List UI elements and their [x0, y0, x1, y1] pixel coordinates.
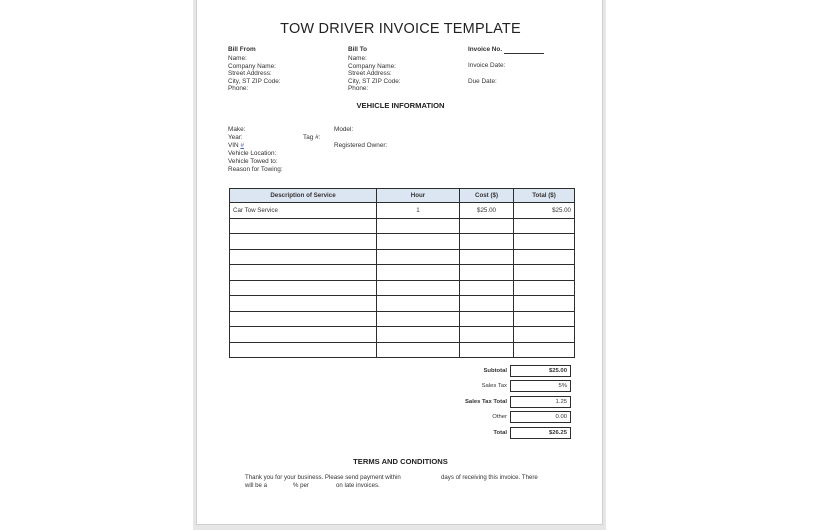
sales-tax-value[interactable]: 5%: [510, 380, 571, 392]
invoice-title: TOW DRIVER INVOICE TEMPLATE: [280, 21, 521, 37]
cell-description[interactable]: [230, 342, 377, 358]
cell-cost[interactable]: [460, 249, 514, 265]
table-row[interactable]: [230, 311, 575, 327]
table-row[interactable]: [230, 234, 575, 250]
cell-description[interactable]: [230, 249, 377, 265]
terms-part1: Thank you for your business. Please send payment within: [245, 474, 401, 481]
bill-from-heading: Bill From: [228, 46, 256, 53]
subtotal-value[interactable]: $25.00: [510, 365, 571, 377]
cell-hour[interactable]: [377, 218, 460, 234]
subtotal-row: [452, 363, 571, 379]
cell-hour[interactable]: [377, 296, 460, 312]
cell-hour[interactable]: [377, 249, 460, 265]
cell-hour[interactable]: [377, 327, 460, 343]
table-row[interactable]: [230, 203, 575, 219]
cell-description[interactable]: [230, 280, 377, 296]
bill-from-name: Name:: [228, 55, 247, 63]
service-table-header: [230, 189, 575, 203]
invoice-date-label: Invoice Date:: [468, 62, 506, 70]
cell-cost[interactable]: [460, 327, 514, 343]
table-row[interactable]: [230, 280, 575, 296]
table-row[interactable]: [230, 342, 575, 358]
bill-from-block: [228, 46, 281, 93]
terms-heading: TERMS AND CONDITIONS: [353, 457, 448, 466]
invoice-number-label: Invoice No.: [468, 46, 503, 53]
cell-hour[interactable]: 1: [377, 203, 460, 219]
cell-hour[interactable]: [377, 265, 460, 281]
cell-description[interactable]: Car Tow Service: [230, 203, 377, 219]
cell-cost[interactable]: [460, 342, 514, 358]
bill-from-city: City, ST ZIP Code:: [228, 77, 281, 85]
cell-description[interactable]: [230, 218, 377, 234]
cell-cost[interactable]: [460, 218, 514, 234]
totals-block: [452, 363, 571, 441]
vehicle-model: Model:: [334, 126, 354, 133]
cell-description[interactable]: [230, 327, 377, 343]
total-label: Total: [493, 429, 507, 436]
vehicle-towed-to: Vehicle Towed to:: [228, 157, 278, 165]
cell-description[interactable]: [230, 311, 377, 327]
cell-total[interactable]: [514, 249, 575, 265]
bill-to-phone: Phone:: [348, 85, 369, 93]
vehicle-year: Year:: [228, 133, 243, 141]
cell-total[interactable]: [514, 311, 575, 327]
cell-cost[interactable]: [460, 296, 514, 312]
cell-description[interactable]: [230, 296, 377, 312]
service-table: [229, 188, 575, 358]
sales-tax-total-value[interactable]: 1.25: [510, 396, 571, 408]
cell-description[interactable]: [230, 265, 377, 281]
towing-reason: Reason for Towing:: [228, 165, 283, 173]
cell-total[interactable]: [514, 327, 575, 343]
invoice-info-block: [468, 46, 544, 86]
terms-part4: % per: [293, 482, 309, 489]
table-row[interactable]: [230, 249, 575, 265]
cell-total[interactable]: [514, 234, 575, 250]
invoice-number-blank[interactable]: [504, 47, 544, 54]
cell-total[interactable]: [514, 342, 575, 358]
vehicle-tag: Tag #:: [303, 134, 321, 141]
vin-label: VIN: [228, 141, 239, 149]
sales-tax-total-row: [452, 394, 571, 410]
table-row[interactable]: [230, 218, 575, 234]
cell-total[interactable]: $25.00: [514, 203, 575, 219]
sales-tax-total-label: Sales Tax Total: [464, 398, 507, 405]
table-row[interactable]: [230, 327, 575, 343]
bill-to-block: [348, 46, 401, 93]
cell-description[interactable]: [230, 234, 377, 250]
vehicle-make: Make:: [228, 126, 246, 133]
vin-mark: #: [240, 141, 244, 149]
cell-cost[interactable]: $25.00: [460, 203, 514, 219]
bill-to-city: City, ST ZIP Code:: [348, 77, 401, 85]
invoice-page: [196, 0, 603, 525]
bill-from-street: Street Address:: [228, 70, 272, 78]
cell-cost[interactable]: [460, 265, 514, 281]
vehicle-vin: [228, 142, 283, 150]
total-row: [452, 425, 571, 441]
cell-total[interactable]: [514, 296, 575, 312]
cell-hour[interactable]: [377, 311, 460, 327]
cell-hour[interactable]: [377, 234, 460, 250]
sales-tax-label: Sales Tax: [481, 383, 507, 390]
vehicle-left-block: [228, 126, 283, 173]
sales-tax-row: [452, 379, 571, 395]
vehicle-location: Vehicle Location:: [228, 149, 277, 157]
cell-total[interactable]: [514, 265, 575, 281]
terms-part3: will be a: [245, 482, 268, 489]
other-value[interactable]: 0.00: [510, 411, 571, 423]
bill-from-company: Company Name:: [228, 62, 276, 70]
bill-to-name: Name:: [348, 55, 367, 63]
table-row[interactable]: [230, 265, 575, 281]
cell-total[interactable]: [514, 280, 575, 296]
bill-from-phone: Phone:: [228, 85, 249, 93]
cell-hour[interactable]: [377, 280, 460, 296]
terms-part2: days of receiving this invoice. There: [441, 474, 538, 481]
other-label: Other: [492, 414, 507, 421]
bill-to-street: Street Address:: [348, 70, 392, 78]
other-row: [452, 410, 571, 426]
registered-owner: Registered Owner:: [334, 142, 388, 149]
cell-hour[interactable]: [377, 342, 460, 358]
bill-to-heading: Bill To: [348, 46, 368, 53]
subtotal-label: Subtotal: [483, 367, 507, 374]
header-hour: Hour: [377, 189, 460, 203]
total-value[interactable]: $26.25: [510, 427, 571, 439]
cell-cost[interactable]: [460, 311, 514, 327]
terms-part5: on late invoices.: [336, 482, 380, 489]
due-date-label: Due Date:: [468, 78, 497, 86]
cell-total[interactable]: [514, 218, 575, 234]
header-description: Description of Service: [230, 189, 377, 203]
vehicle-info-heading: VEHICLE INFORMATION: [356, 101, 445, 110]
header-cost: Cost ($): [460, 189, 514, 203]
cell-cost[interactable]: [460, 280, 514, 296]
cell-cost[interactable]: [460, 234, 514, 250]
bill-to-company: Company Name:: [348, 62, 396, 70]
table-row[interactable]: [230, 296, 575, 312]
header-total: Total ($): [514, 189, 575, 203]
invoice-number-line: [468, 46, 544, 54]
